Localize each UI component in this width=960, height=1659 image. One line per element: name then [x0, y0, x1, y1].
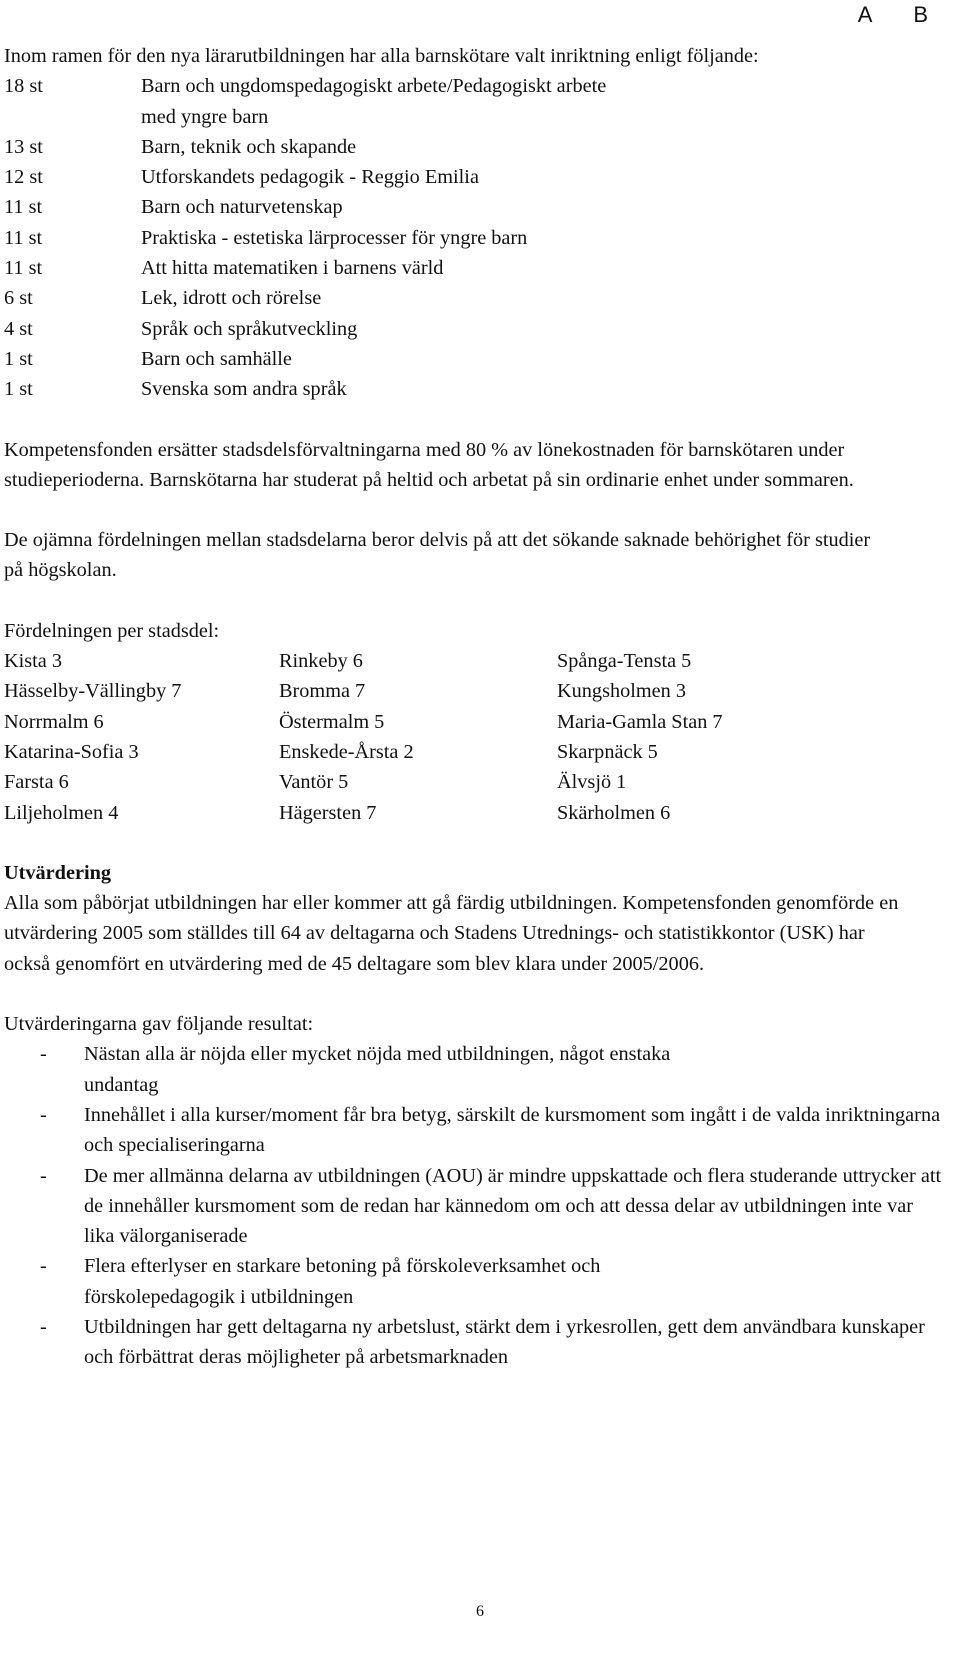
specialization-count: 18 st: [4, 75, 43, 98]
list-item: [4, 223, 944, 253]
list-item: [4, 1251, 944, 1312]
list-item: [4, 374, 944, 404]
district-cell: Hägersten 7: [279, 801, 377, 824]
result-text: Innehållet i alla kurser/moment får bra betyg, särskilt de kursmoment som ingått i de valda inriktningarna och specialiseringarna: [84, 1103, 941, 1157]
list-item: [4, 1100, 944, 1161]
district-cell: Spånga-Tensta 5: [557, 650, 692, 673]
district-cell: Kista 3: [4, 650, 63, 673]
specialization-list: [4, 71, 944, 404]
specialization-count: 1 st: [4, 378, 33, 401]
district-cell: Skarpnäck 5: [557, 740, 658, 763]
result-text: Utbildningen har gett deltagarna ny arbetslust, stärkt dem i yrkesrollen, gett dem användbara kunskaper och förbättrat deras möjligheter på arbetsmarknaden: [84, 1315, 925, 1369]
specialization-count: 12 st: [4, 166, 43, 189]
dash-bullet: -: [40, 1255, 47, 1278]
district-cell: Farsta 6: [4, 771, 69, 794]
district-cell: Älvsjö 1: [557, 771, 627, 794]
specialization-count: 11 st: [4, 257, 43, 280]
list-item: [4, 192, 944, 222]
dash-bullet: -: [40, 1103, 47, 1126]
page-number: 6: [476, 1603, 484, 1620]
specialization-count: 1 st: [4, 347, 33, 370]
specialization-name: Barn och samhälle: [141, 347, 292, 370]
dash-bullet: -: [40, 1315, 47, 1338]
district-cell: Maria-Gamla Stan 7: [557, 710, 723, 733]
district-cell: Norrmalm 6: [4, 710, 104, 733]
list-item: [4, 1312, 944, 1373]
intro-paragraph: Inom ramen för den nya lärarutbildningen har alla barnskötare valt inriktning enligt följande:: [4, 45, 759, 67]
list-item: [4, 1039, 944, 1100]
specialization-name: Språk och språkutveckling: [141, 317, 358, 340]
specialization-count: 11 st: [4, 226, 43, 249]
district-cell: Skärholmen 6: [557, 801, 671, 824]
district-cell: Rinkeby 6: [279, 650, 363, 673]
header-marker: A B: [857, 2, 946, 27]
list-item: [4, 1161, 944, 1252]
district-cell: Liljeholmen 4: [4, 801, 119, 824]
uneven-distribution-paragraph: De ojämna fördelningen mellan stadsdelarna beror delvis på att det sökande saknade behörighet för studier på högskolan.: [4, 529, 871, 582]
list-item: [4, 314, 944, 344]
district-cell: Vantör 5: [279, 771, 349, 794]
dash-bullet: -: [40, 1043, 47, 1066]
specialization-name: Praktiska - estetiska lärprocesser för yngre barn: [141, 226, 528, 249]
list-item: [4, 283, 944, 313]
specialization-name: Att hitta matematiken i barnens värld: [141, 257, 444, 280]
list-item: [4, 253, 944, 283]
list-item: [4, 344, 944, 374]
list-item: [4, 71, 944, 132]
specialization-name: Lek, idrott och rörelse: [141, 287, 322, 310]
results-list: [4, 1039, 944, 1372]
district-table: [4, 646, 944, 828]
dash-bullet: -: [40, 1164, 47, 1187]
district-cell: Kungsholmen 3: [557, 680, 687, 703]
specialization-name: Svenska som andra språk: [141, 378, 347, 401]
specialization-count: 13 st: [4, 135, 43, 158]
result-text: Nästan alla är nöjda eller mycket nöjda med utbildningen, något enstaka undantag: [84, 1043, 671, 1096]
district-cell: Hässelby-Vällingby 7: [4, 680, 182, 703]
specialization-name-continued: med yngre barn: [141, 105, 269, 128]
district-cell: Katarina-Sofia 3: [4, 740, 139, 763]
district-cell: Enskede-Årsta 2: [279, 740, 414, 763]
specialization-name: Barn och ungdomspedagogiskt arbete/Pedagogiskt arbete: [141, 75, 607, 98]
district-cell: Bromma 7: [279, 680, 366, 703]
funding-paragraph: Kompetensfonden ersätter stadsdelsförvaltningarna med 80 % av lönekostnaden för barnskötaren under studieperioderna. Barnskötarna har studerat på heltid och arbetat på sin ordinarie enhet under sommaren.: [4, 438, 854, 491]
result-text: Flera efterlyser en starkare betoning på förskoleverksamhet och förskolepedagogik i utbildningen: [84, 1255, 601, 1308]
district-cell: Östermalm 5: [279, 710, 385, 733]
specialization-count: 6 st: [4, 287, 33, 310]
result-text: De mer allmänna delarna av utbildningen (AOU) är mindre uppskattade och flera studerande uttrycker att de innehåller kursmoment som de redan har kännedom om och att dessa delar av utbildningen inte var lika välorganiserade: [84, 1164, 942, 1248]
specialization-name: Barn och naturvetenskap: [141, 196, 343, 219]
specialization-name: Barn, teknik och skapande: [141, 135, 357, 158]
list-item: [4, 132, 944, 162]
page-content: [4, 41, 944, 1373]
districts-heading: Fördelningen per stadsdel:: [4, 619, 220, 642]
evaluation-heading: Utvärdering: [4, 861, 112, 884]
list-item: [4, 162, 944, 192]
specialization-count: 11 st: [4, 196, 43, 219]
specialization-name: Utforskandets pedagogik - Reggio Emilia: [141, 166, 479, 189]
results-heading: Utvärderingarna gav följande resultat:: [4, 1013, 314, 1036]
evaluation-paragraph: Alla som påbörjat utbildningen har eller kommer att gå färdig utbildningen. Kompetensfonden genomförde en utvärdering 2005 som ställdes till 64 av deltagarna och Stadens Utrednings- och statistikkontor (USK) har också genomfört en utvärdering med de 45 deltagare som blev klara under 2005/2006.: [4, 892, 899, 975]
specialization-count: 4 st: [4, 317, 33, 340]
